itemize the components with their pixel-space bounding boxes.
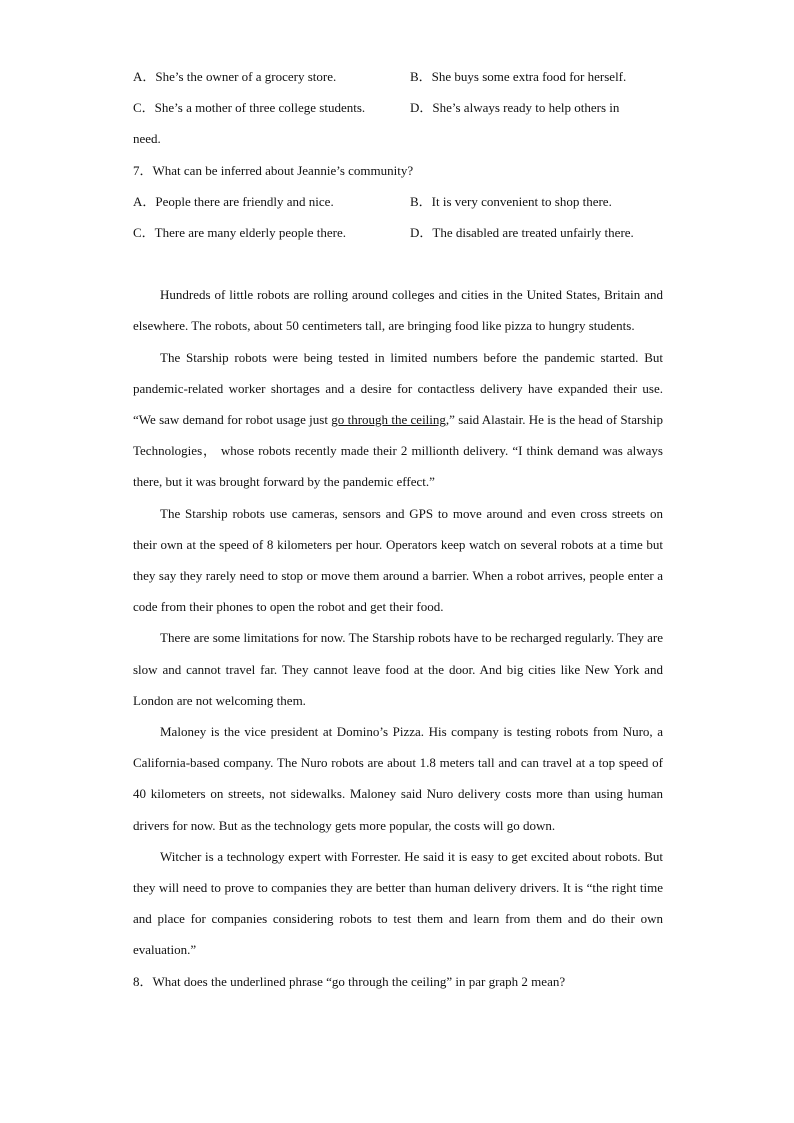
q7-option-b: B．It is very convenient to shop there.	[410, 193, 612, 209]
question-7-stem: 7．What can be inferred about Jeannie’s community?	[133, 162, 414, 178]
q6-options-row-2	[133, 92, 663, 123]
q7-options-row-2	[133, 217, 663, 248]
underlined-phrase: go through the ceiling	[331, 411, 446, 427]
q6-option-b: B．She buys some extra food for herself.	[410, 69, 627, 84]
passage-paragraph-6: Witcher is a technology expert with Forrester. He said it is easy to get excited about robots. But they will need to prove to companies they are better than human delivery drivers. It is “the right time and place for companies considering robots to test them and learn from them and do their own evaluation.”	[133, 848, 663, 958]
passage-paragraph-1: Hundreds of little robots are rolling around colleges and cities in the United States, Britain and elsewhere. The robots, about 50 centimeters tall, are bringing food like pizza to hungry students.	[133, 287, 663, 334]
question-8-stem: 8．What does the underlined phrase “go through the ceiling” in par graph 2 mean?	[133, 973, 566, 989]
paragraph-2-text-before: The Starship robots were being tested in limited numbers before the pandemic started. But pandemic-related worker shortages and a desire for contactless delivery have expanded their use. “We saw demand for robot usage just	[133, 349, 663, 427]
q7-option-a: A．People there are friendly and nice.	[133, 193, 334, 209]
q6-option-d: D．She’s always ready to help others in	[410, 100, 620, 116]
q6-option-d-continued: need.	[133, 131, 161, 147]
passage-paragraph-4: There are some limitations for now. The Starship robots have to be recharged regularly. They are slow and cannot travel far. They cannot leave food at the door. And big cities like New York and London are not welcoming them.	[133, 630, 663, 708]
section-gap	[133, 248, 663, 279]
q7-option-c: C．There are many elderly people there.	[133, 224, 346, 240]
q6-option-a: A．She’s the owner of a grocery store.	[133, 69, 337, 84]
document-page	[133, 61, 663, 997]
passage-paragraph-5: Maloney is the vice president at Domino’s Pizza. His company is testing robots from Nuro, a California-based company. The Nuro robots are about 1.8 meters tall and can travel at a top speed of 40 kilometers on streets, not sidewalks. Maloney said Nuro delivery costs more than using human drivers for now. But as the technology gets more popular, the costs will go down.	[133, 723, 663, 833]
q6-option-c: C．She’s a mother of three college students.	[133, 100, 366, 116]
q7-option-d: D．The disabled are treated unfairly there.	[410, 224, 634, 240]
passage-paragraph-2	[133, 342, 663, 498]
paragraph-2-text-after: ,” said Alastair. He is the head of Starship Technologies， whose robots recently made their 2 millionth delivery. “I think demand was always there, but it was brought forward by the pandemic effect.”	[133, 411, 663, 490]
q6-options-row-1	[133, 61, 663, 92]
q7-options-row-1	[133, 186, 663, 217]
passage-paragraph-3: The Starship robots use cameras, sensors and GPS to move around and even cross streets on their own at the speed of 8 kilometers per hour. Operators keep watch on several robots at a time but they say they rarely need to stop or move them around a barrier. When a robot arrives, people enter a code from their phones to open the robot and get their food.	[133, 505, 663, 615]
